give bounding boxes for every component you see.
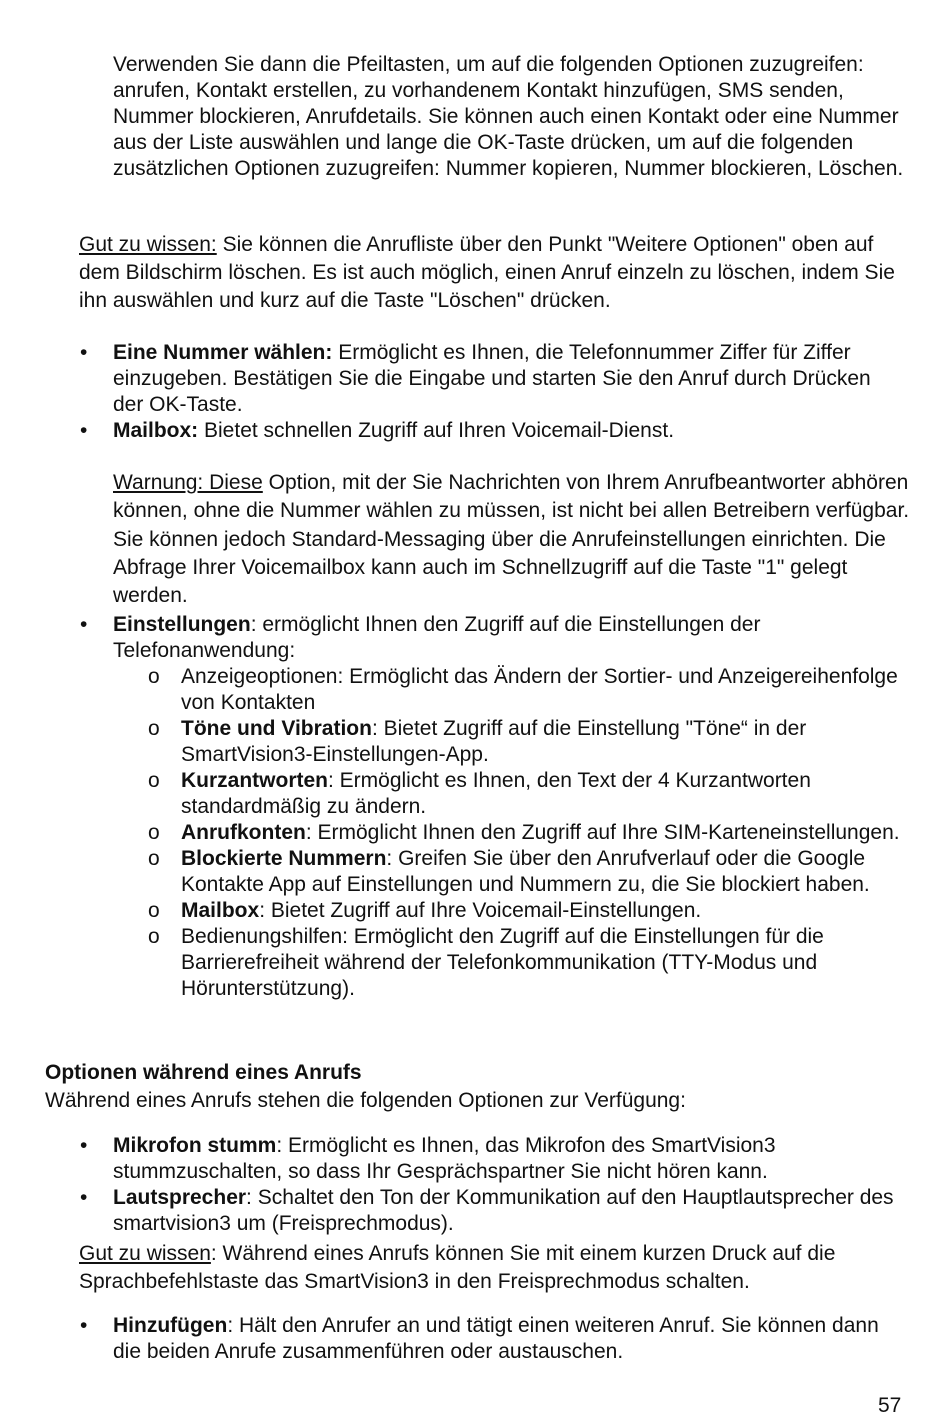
list-item-add [0,1313,903,1365]
tip-text: Sie können die Anrufliste über den Punkt "Weitere Optionen" oben auf dem Bildschirm löschen. Es ist auch möglich, einen Anruf einzeln zu löschen, indem Sie ihn auswählen und kurz auf die Taste "Löschen" drücken. [79,233,895,312]
list-item-settings [0,612,903,664]
item-text: : ermöglicht Ihnen den Zugriff auf die Einstellungen der Telefonanwendung: [113,613,761,662]
tip-text: : Während eines Anrufs können Sie mit einem kurzen Druck auf die Sprachbefehlstaste das SmartVision3 in den Freisprechmodus schalten. [79,1242,836,1293]
sub-item-call-accounts [0,820,901,846]
section-intro: Während eines Anrufs stehen die folgenden Optionen zur Verfügung: [45,1089,686,1112]
bullet-marker: • [80,1186,88,1209]
bullet-marker: • [80,1314,88,1337]
bullet-marker: • [80,419,88,442]
sub-term: Anrufkonten [181,821,306,844]
item-term: Mailbox: [113,419,199,442]
sub-marker: o [148,821,160,844]
sub-term: Kurzantworten [181,769,328,792]
sub-text: : Ermöglicht Ihnen den Zugriff auf Ihre SIM-Karteneinstellungen. [305,821,900,844]
item-term: Lautsprecher [113,1186,247,1209]
sub-term: Blockierte Nummern [181,847,387,870]
sub-marker: o [148,899,160,922]
tip-label: Gut zu wissen [79,1242,211,1265]
tip-label: Gut zu wissen: [79,233,217,256]
list-item-mailbox [0,418,903,444]
sub-marker: o [148,769,160,792]
bullet-list-phone-options [0,340,950,444]
bullet-marker: • [80,1134,88,1157]
sub-item-accessibility [0,924,901,1002]
warning-paragraph [113,469,913,610]
sub-text: Anzeigeoptionen: Ermöglicht das Ändern der Sortier- und Anzeigereihenfolge von Kontakten [181,665,898,714]
sub-marker: o [148,847,160,870]
sub-item-sounds-vibration [0,716,901,768]
settings-sublist [0,664,950,1002]
sub-term: Mailbox [181,899,260,922]
item-term: Mikrofon stumm [113,1134,277,1157]
item-text: Ermöglicht es Ihnen, die Telefonnummer Ziffer für Ziffer einzugeben. Bestätigen Sie die Eingabe und starten Sie den Anruf durch Drücken der OK-Taste. [113,341,871,416]
warning-text: Option, mit der Sie Nachrichten von Ihrem Anrufbeantworter abhören können, ohne die Nummer wählen zu müssen, ist nicht bei allen Betreibern verfügbar. Sie können jedoch Standard-Messaging über die Anrufeinstellungen einrichten. Die Abfrage Ihrer Voicemailbox kann auch im Schnellzugriff auf die Taste "1" gelegt werden. [113,471,910,608]
list-item-speaker [0,1185,903,1237]
item-text: Bietet schnellen Zugriff auf Ihren Voicemail-Dienst. [198,419,675,442]
sub-marker: o [148,665,160,688]
tip-paragraph [79,231,919,315]
item-text: : Schaltet den Ton der Kommunikation auf den Hauptlautsprecher des smartvision3 um (Freisprechmodus). [113,1186,894,1235]
sub-text: : Ermöglicht es Ihnen, den Text der 4 Kurzantworten standardmäßig zu ändern. [181,769,811,818]
bullet-list-add-call [0,1313,950,1365]
sub-text: : Bietet Zugriff auf die Einstellung "Töne“ in der SmartVision3-Einstellungen-App. [181,717,807,766]
tip-paragraph-2 [79,1240,919,1296]
sub-item-quick-responses [0,768,901,820]
sub-item-display-options [0,664,901,716]
page-number: 57 [878,1394,902,1417]
warning-label: Warnung: Diese [113,471,263,494]
item-text: : Ermöglicht es Ihnen, das Mikrofon des SmartVision3 stummzuschalten, so dass Ihr Gesprächspartner Sie nicht hören kann. [113,1134,776,1183]
sub-item-mailbox [0,898,901,924]
bullet-marker: • [80,341,88,364]
sub-text: : Bietet Zugriff auf Ihre Voicemail-Einstellungen. [259,899,702,922]
section-heading: Optionen während eines Anrufs [45,1061,362,1084]
item-term: Eine Nummer wählen: [113,341,333,364]
sub-item-blocked-numbers [0,846,901,898]
item-term: Einstellungen [113,613,251,636]
sub-term: Töne und Vibration [181,717,372,740]
sub-text: : Greifen Sie über den Anrufverlauf oder die Google Kontakte App auf Einstellungen und Nummern zu, die Sie blockiert haben. [181,847,870,896]
item-term: Hinzufügen [113,1314,228,1337]
sub-marker: o [148,717,160,740]
list-item-dial-number [0,340,903,418]
bullet-list-call-options [0,1133,950,1237]
bullet-marker: • [80,613,88,636]
bullet-list-settings [0,612,950,664]
sub-text: Bedienungshilfen: Ermöglicht den Zugriff auf die Einstellungen für die Barrierefreiheit während der Telefonkommunikation (TTY-Modus und Hörunterstützung). [181,925,824,1000]
intro-paragraph: Verwenden Sie dann die Pfeiltasten, um auf die folgenden Optionen zuzugreifen: anrufen, Kontakt erstellen, zu vorhandenem Kontakt hinzufügen, SMS senden, Nummer blockieren, Anrufdetails. Sie können auch einen Kontakt oder eine Nummer aus der Liste auswählen und lange die OK-Taste drücken, um auf die folgenden zusätzlichen Optionen zuzugreifen: Nummer kopieren, Nummer blockieren, Löschen. [113,53,904,180]
item-text: : Hält den Anrufer an und tätigt einen weiteren Anruf. Sie können dann die beiden Anrufe zusammenführen oder austauschen. [113,1314,879,1363]
list-item-mute [0,1133,903,1185]
sub-marker: o [148,925,160,948]
